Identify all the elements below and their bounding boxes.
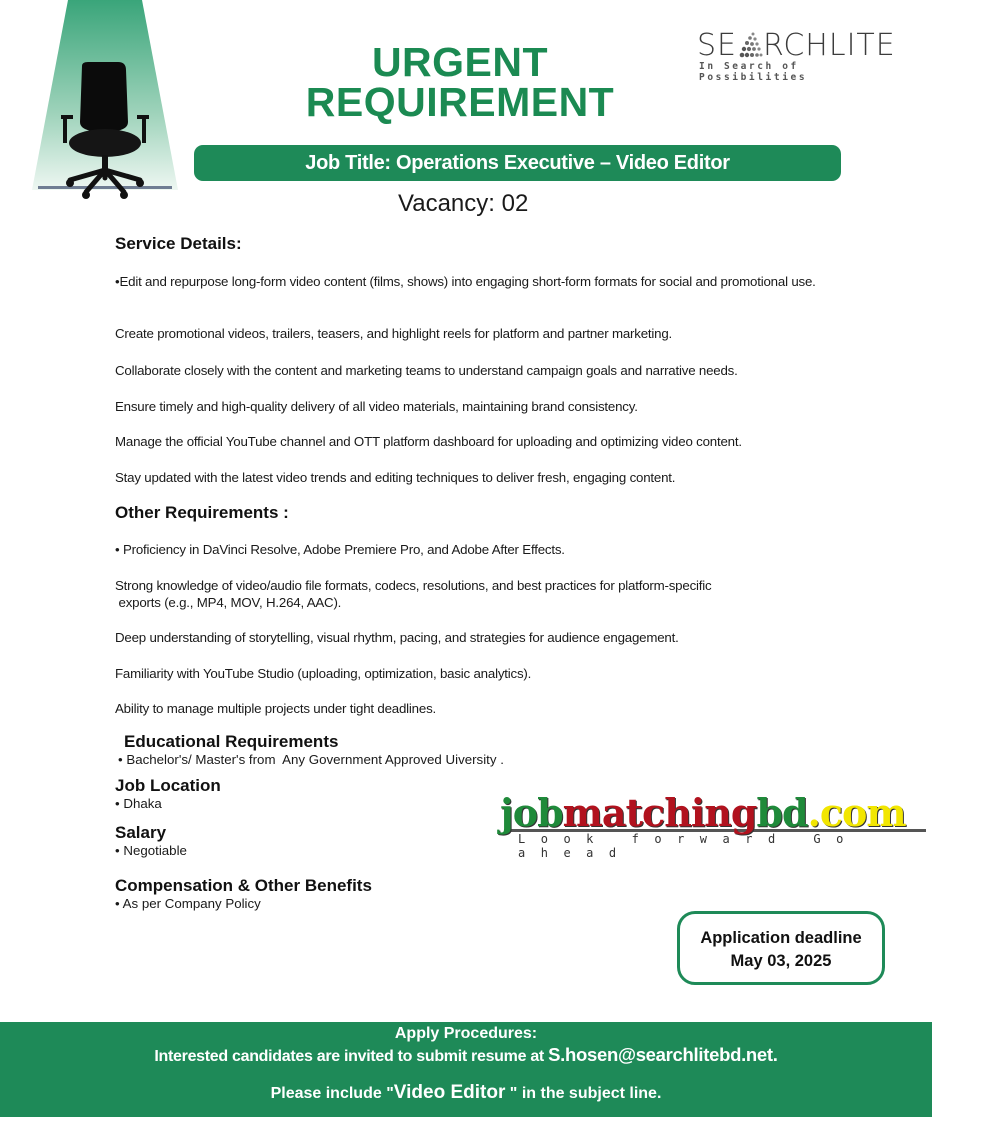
- requirement-item: • Proficiency in DaVinci Resolve, Adobe Premiere Pro, and Adobe After Effects.: [115, 542, 565, 557]
- headline-line-2: REQUIREMENT: [305, 79, 615, 125]
- apply-email-link[interactable]: S.hosen@searchlitebd.net.: [548, 1044, 778, 1065]
- service-item: Create promotional videos, trailers, teasers, and highlight reels for platform and partner marketing.: [115, 326, 673, 341]
- benefits-section: [115, 876, 875, 896]
- education-value: • Bachelor's/ Master's from Any Government Approved Uiversity .: [118, 752, 504, 767]
- deadline-label: Application deadline: [700, 929, 862, 947]
- watermark-part-bd: bd: [756, 790, 808, 835]
- benefits-value: • As per Company Policy: [115, 896, 261, 911]
- application-deadline-box: [677, 911, 885, 985]
- logo-name-suffix: RCHLITE: [763, 28, 896, 63]
- service-item: Ensure timely and high-quality delivery of all video materials, maintaining brand consistency.: [115, 399, 638, 414]
- headline-line-1: URGENT: [371, 39, 549, 85]
- requirement-item: Familiarity with YouTube Studio (uploading, optimization, basic analytics).: [115, 666, 532, 681]
- job-title-banner: Job Title: Operations Executive – Video Editor: [194, 145, 841, 181]
- subject-suffix: " in the subject line.: [505, 1085, 662, 1102]
- searchlite-logo: [697, 28, 912, 83]
- logo-tagline: In Search of Possibilities: [699, 61, 808, 83]
- requirement-item: Deep understanding of storytelling, visual rhythm, pacing, and strategies for audience engagement.: [115, 630, 679, 645]
- subject-keyword: Video Editor: [393, 1082, 506, 1103]
- page-title: [290, 39, 630, 125]
- vacancy-count: Vacancy: 02: [398, 190, 529, 217]
- salary-heading: Salary: [115, 823, 167, 842]
- logo-name-prefix: SE: [697, 28, 737, 63]
- apply-line-prefix: Interested candidates are invited to submit resume at: [154, 1048, 549, 1065]
- deadline-date: May 03, 2025: [730, 952, 832, 970]
- requirement-item: Strong knowledge of video/audio file formats, codecs, resolutions, and best practices for platform-specific: [115, 578, 712, 593]
- service-details-section: [115, 234, 875, 254]
- service-details-heading: Service Details:: [115, 234, 242, 253]
- service-item: Manage the official YouTube channel and OTT platform dashboard for uploading and optimizing video content.: [115, 434, 742, 449]
- watermark-tagline: Look forward Go ahead: [518, 832, 859, 860]
- education-heading: Educational Requirements: [124, 732, 339, 751]
- requirement-item-continued: exports (e.g., MP4, MOV, H.264, AAC).: [115, 595, 342, 610]
- jobmatchingbd-watermark: [500, 790, 930, 860]
- service-item: Stay updated with the latest video trends and editing techniques to deliver fresh, engaging content.: [115, 470, 676, 485]
- location-value: • Dhaka: [115, 796, 162, 811]
- subject-line-instructions: [0, 1082, 932, 1105]
- salary-value: • Negotiable: [115, 843, 187, 858]
- requirement-item: Ability to manage multiple projects under tight deadlines.: [115, 701, 437, 716]
- watermark-part-job: job: [500, 790, 563, 835]
- other-requirements-heading: Other Requirements :: [115, 503, 289, 522]
- service-item: •Edit and repurpose long-form video content (films, shows) into engaging short-form formats for social and promotional use.: [115, 274, 816, 289]
- education-section: [124, 732, 884, 752]
- office-chair-spotlight-icon: [30, 0, 180, 200]
- service-item: Collaborate closely with the content and marketing teams to understand campaign goals and narrative needs.: [115, 363, 738, 378]
- apply-title: Apply Procedures:: [394, 1025, 538, 1042]
- watermark-part-com: .com: [807, 790, 906, 835]
- benefits-heading: Compensation & Other Benefits: [115, 876, 372, 895]
- apply-instructions: [0, 1044, 932, 1068]
- other-requirements-section: [115, 503, 875, 523]
- location-heading: Job Location: [115, 776, 221, 795]
- dotted-a-icon: [737, 31, 763, 61]
- watermark-part-matching: matching: [562, 790, 757, 835]
- apply-procedures-banner: [0, 1022, 932, 1117]
- subject-prefix: Please include ": [270, 1085, 394, 1102]
